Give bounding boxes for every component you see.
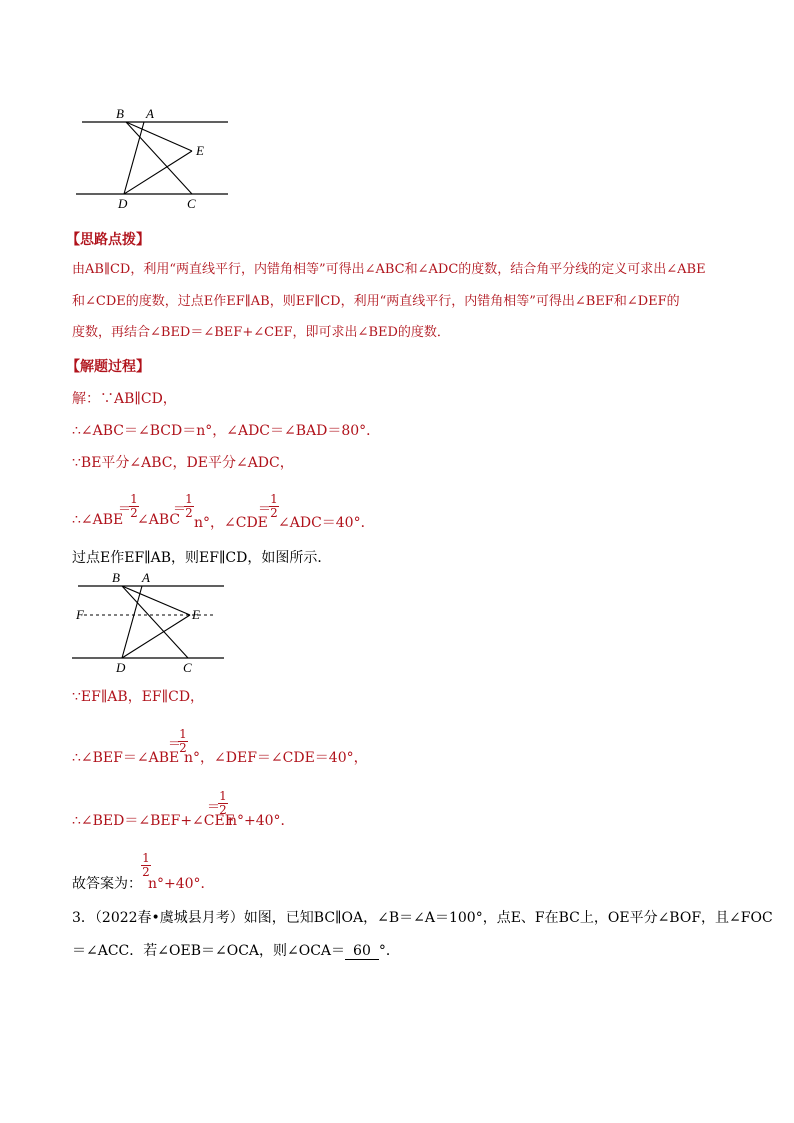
answer-blank: 60 xyxy=(345,943,379,960)
segment-BE xyxy=(126,122,192,151)
solution-line-8b: n°+40°． xyxy=(228,813,295,829)
fraction-denominator: 2 xyxy=(185,506,193,520)
solution-line-6: ∵EF∥AB，EF∥CD， xyxy=(72,689,205,705)
label-A: A xyxy=(146,106,154,121)
question-3-line-1: 3．（2022春•虞城县月考）如图，已知BC∥OA，∠B＝∠A＝100°，点E、F在BC上，OE平分∠BOF，且∠FOC xyxy=(72,910,773,926)
label-D: D xyxy=(118,196,128,211)
solution-line-8a: ∴∠BED＝∠BEF+∠CEF xyxy=(72,813,235,829)
solution-line-7b: n°，∠DEF＝∠CDE＝40°， xyxy=(184,750,368,766)
solution-line-4d: ∠ADC＝40°． xyxy=(278,515,375,531)
fraction-numerator: 1 xyxy=(179,727,187,741)
hint-line-3: 度数，再结合∠BED＝∠BEF+∠CEF，即可求出∠BED的度数． xyxy=(72,325,450,340)
label-E: E xyxy=(196,143,204,158)
solution-heading: 【解题过程】 xyxy=(66,359,150,375)
solution-line-3: ∵BE平分∠ABC，DE平分∠ADC， xyxy=(72,455,294,471)
label-F: F xyxy=(76,607,84,622)
solution-line-4b: ∠ABC xyxy=(137,512,181,528)
hint-heading: 【思路点拨】 xyxy=(66,232,150,248)
label-B: B xyxy=(112,570,120,585)
solution-line-4c: n°，∠CDE xyxy=(194,515,268,531)
solution-line-2: ∴∠ABC＝∠BCD＝n°，∠ADC＝∠BAD＝80°． xyxy=(72,423,381,439)
solution-line-1: 解：∵AB∥CD， xyxy=(72,391,177,407)
solution-line-5: 过点E作EF∥AB，则EF∥CD，如图所示． xyxy=(72,550,332,566)
fraction-denominator: 2 xyxy=(179,741,187,755)
hint-line-2: 和∠CDE的度数，过点E作EF∥AB，则EF∥CD，利用“两直线平行，内错角相等”可得出∠BEF和∠DEF的 xyxy=(72,294,680,309)
fraction-denominator: 2 xyxy=(270,506,278,520)
figure-2 xyxy=(66,565,236,680)
fraction-numerator: 1 xyxy=(142,851,150,865)
question-3-line-2 xyxy=(72,940,400,960)
equals-sign: ＝ xyxy=(207,800,221,815)
solution-line-4a: ∴∠ABE xyxy=(72,512,124,528)
solution-line-9b: n°+40°． xyxy=(148,876,215,892)
question-3-text: ＝∠ACC．若∠OEB＝∠OCA，则∠OCA＝ xyxy=(72,943,346,959)
label-B: B xyxy=(116,106,124,121)
hint-line-1: 由AB∥CD，利用“两直线平行，内错角相等”可得出∠ABC和∠ADC的度数，结合角平分线的定义可求出∠ABE xyxy=(72,262,706,277)
label-C: C xyxy=(183,660,192,675)
fraction-denominator: 2 xyxy=(219,803,227,817)
figure-1 xyxy=(70,100,240,215)
fraction-denominator: 2 xyxy=(130,506,138,520)
equals-sign: ＝ xyxy=(168,737,182,752)
question-3-unit: °． xyxy=(378,943,400,959)
equals-sign: ＝ xyxy=(258,502,272,517)
segment-BC xyxy=(126,122,192,194)
fraction-numerator: 1 xyxy=(130,492,138,506)
label-A: A xyxy=(142,570,150,585)
fraction-denominator: 2 xyxy=(142,865,150,879)
solution-line-7a: ∴∠BEF＝∠ABE xyxy=(72,750,180,766)
equals-sign: ＝ xyxy=(173,502,187,517)
segment-BE xyxy=(122,586,190,615)
label-D: D xyxy=(116,660,126,675)
fraction-numerator: 1 xyxy=(219,789,227,803)
solution-line-9a: 故答案为： xyxy=(72,876,142,892)
label-E: E xyxy=(192,607,200,622)
fraction-numerator: 1 xyxy=(270,492,278,506)
label-C: C xyxy=(187,196,196,211)
equals-sign: ＝ xyxy=(118,502,132,517)
fraction-numerator: 1 xyxy=(185,492,193,506)
